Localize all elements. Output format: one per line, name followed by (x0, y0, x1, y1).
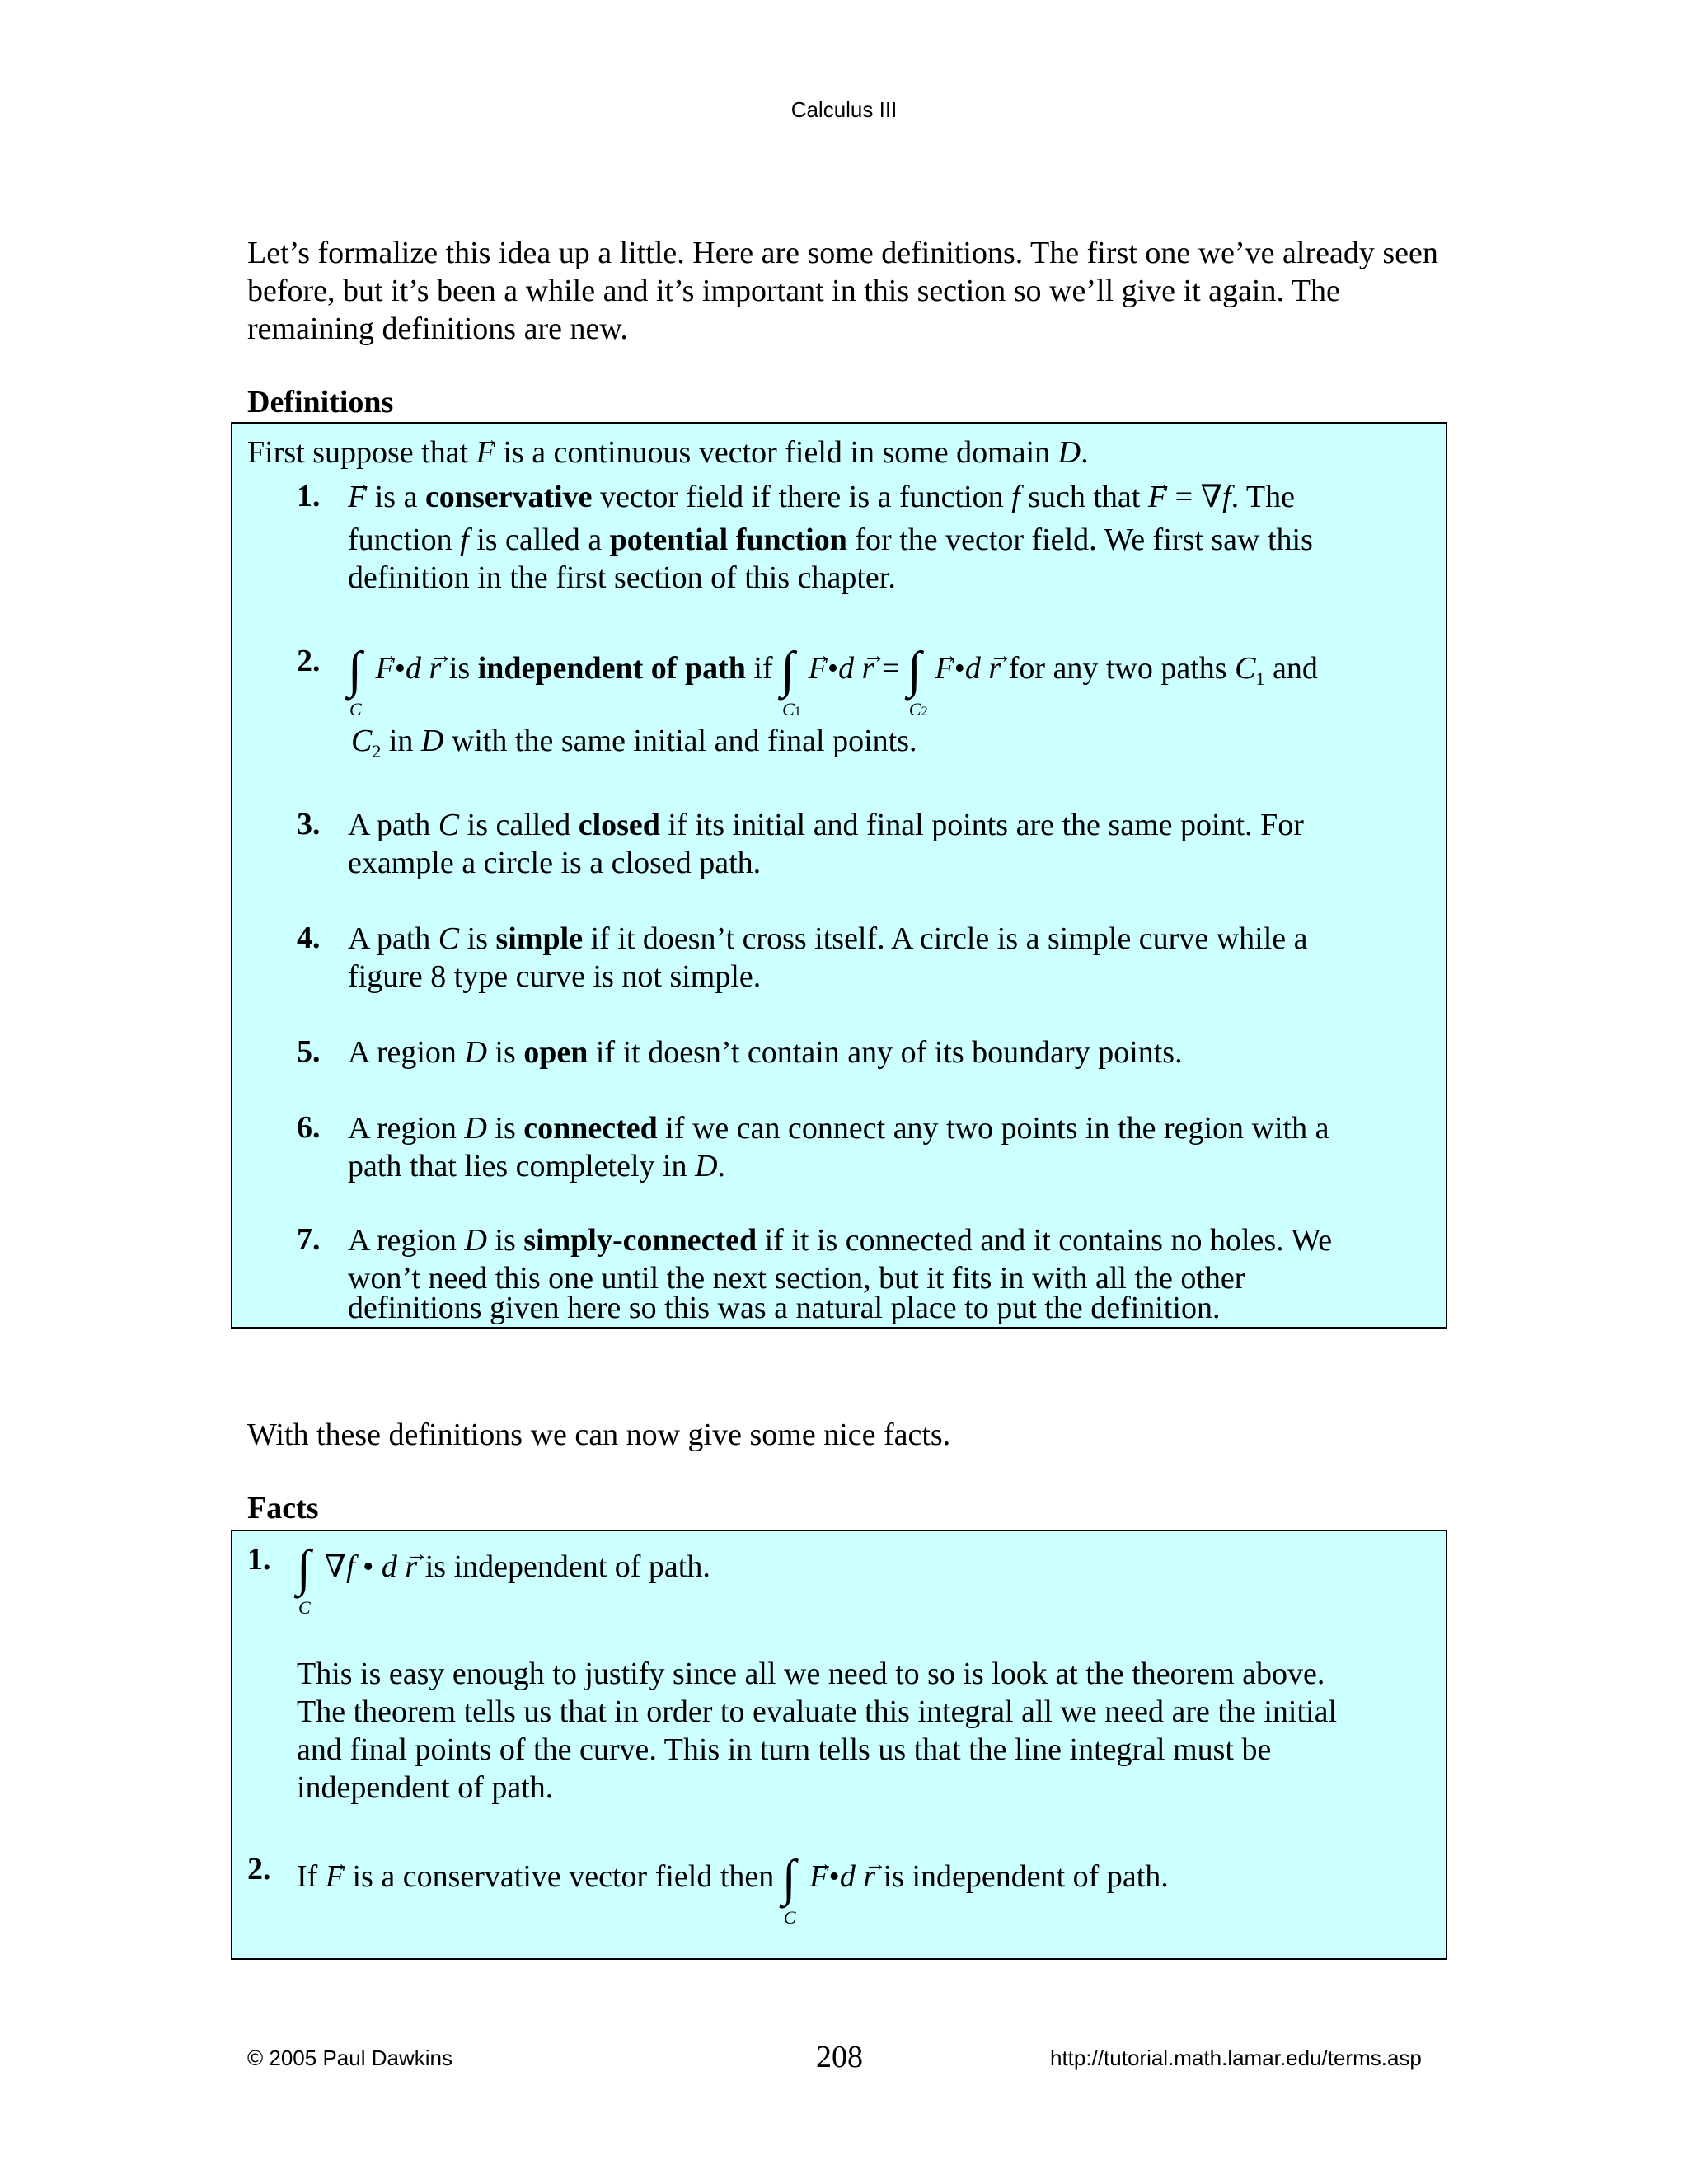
fact-2-line-1: If → F is a conservative vector field then ∫ C → F•d → r is independent of path. (297, 1851, 1169, 1896)
definitions-lead: First suppose that → F is a continuous vector field in some domain D. (247, 434, 1089, 471)
vector-f: → F (348, 478, 367, 516)
fact-1-explanation-1: This is easy enough to justify since all we need to so is look at the theorem above. (297, 1657, 1325, 1691)
definition-number: 7. (297, 1222, 321, 1257)
fact-1-explanation-4: independent of path. (297, 1770, 554, 1805)
definition-number: 6. (297, 1110, 321, 1145)
definition-item-7-line-1: A region D is simply-connected if it is connected and it contains no holes. We (348, 1223, 1333, 1258)
footer-url[interactable]: http://tutorial.math.lamar.edu/terms.asp (1050, 2046, 1422, 2070)
integral-sign: ∫ C (348, 642, 362, 719)
integral-sign: ∫ C2 (907, 642, 928, 719)
definition-item-4-line-1: A path C is simple if it doesn’t cross itself. A circle is a simple curve while a (348, 921, 1308, 956)
definition-item-6-line-1: A region D is connected if we can connect any two points in the region with a (348, 1111, 1329, 1146)
definition-item-3-line-2: example a circle is a closed path. (348, 846, 762, 880)
fact-1-line-1: ∫ C ∇f • d → r is independent of path. (297, 1541, 710, 1586)
definition-number: 2. (297, 644, 321, 678)
facts-heading: Facts (247, 1491, 319, 1526)
definition-item-1-line-3: definition in the first section of this chapter. (348, 560, 896, 595)
page-header: Calculus III (790, 97, 898, 122)
definitions-box (231, 422, 1447, 1329)
definition-item-3-line-1: A path C is called closed if its initial and final points are the same point. For (348, 808, 1304, 842)
page-number: 208 (816, 2040, 863, 2074)
definition-number: 3. (297, 807, 321, 841)
integral-sign: ∫ C (781, 1850, 796, 1928)
fact-number: 1. (247, 1542, 271, 1577)
definition-item-6-line-2: path that lies completely in D. (348, 1149, 726, 1183)
definitions-heading: Definitions (247, 385, 394, 419)
definition-number: 4. (297, 921, 321, 955)
definition-item-4-line-2: figure 8 type curve is not simple. (348, 959, 762, 994)
fact-number: 2. (247, 1852, 271, 1886)
vector-f: → F (476, 434, 495, 471)
integral-sign: ∫ C (297, 1540, 311, 1618)
fact-1-explanation-3: and final points of the curve. This in turn tells us that the line integral must be (297, 1732, 1272, 1767)
definition-item-5-line-1: A region D is open if it doesn’t contain any of its boundary points. (348, 1035, 1183, 1070)
definition-number: 5. (297, 1034, 321, 1069)
definition-item-7-line-2: won’t need this one until the next section, but it fits in with all the other (348, 1261, 1245, 1296)
definition-number: 1. (297, 479, 321, 513)
definition-item-7-line-3: definitions given here so this was a natural place to put the definition. (348, 1291, 1221, 1325)
definition-item-1-line-1: → F is a conservative vector field if there is a function f such that → F = ∇f. The (348, 478, 1295, 516)
facts-box (231, 1530, 1447, 1960)
fact-1-explanation-2: The theorem tells us that in order to evaluate this integral all we need are the initial (297, 1694, 1337, 1729)
transition-paragraph: With these definitions we can now give some nice facts. (247, 1418, 951, 1452)
definition-item-2-line-1: ∫ C → F•d → r is independent of path if ∫ C1 → F•d → r = ∫ C2 → F•d → r for any two paths $C_1$ and (348, 643, 1318, 698)
integral-sign: ∫ C1 (781, 642, 801, 719)
definition-item-2-line-2: $C_2$ in D with the same initial and final points. (351, 724, 917, 762)
footer-copyright: © 2005 Paul Dawkins (247, 2046, 452, 2070)
intro-paragraph: Let’s formalize this idea up a little. Here are some definitions. The first one we’ve already seen before, but it’s been a while and it’s important in this section so we’ll give it again. The remaining definitions are new. (247, 236, 1438, 346)
definition-item-1-line-2: function f is called a potential function for the vector field. We first saw this (348, 523, 1313, 557)
